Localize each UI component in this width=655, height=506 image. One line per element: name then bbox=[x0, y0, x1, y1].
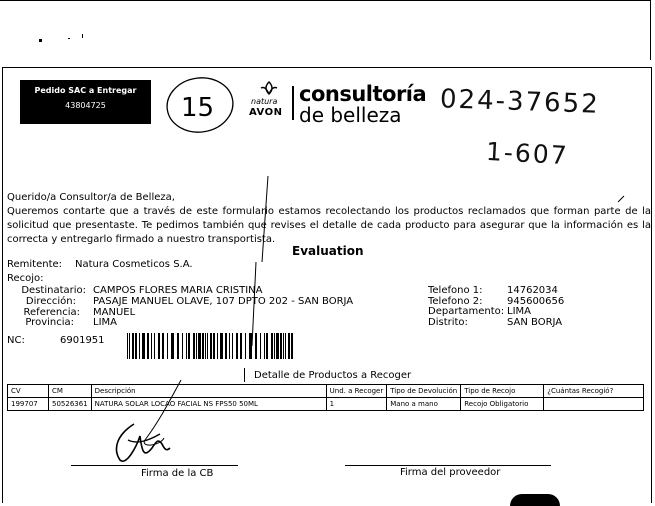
firma-proveedor-line bbox=[345, 465, 551, 466]
table-header: CV bbox=[8, 385, 49, 398]
handwritten-ref: 1-607 bbox=[485, 136, 570, 171]
table-cell: 199707 bbox=[8, 398, 49, 411]
distrito-value: SAN BORJA bbox=[507, 317, 563, 328]
departamento-value: LIMA bbox=[507, 306, 531, 317]
detalle-title: Detalle de Productos a Recoger bbox=[254, 370, 412, 381]
firma-cb-label: Firma de la CB bbox=[141, 468, 214, 479]
nc-value: 6901951 bbox=[60, 335, 105, 346]
avon-wordmark: AVON bbox=[249, 107, 283, 118]
intro-greeting: Querido/a Consultor/a de Belleza, bbox=[7, 192, 175, 203]
table-header: CM bbox=[49, 385, 92, 398]
intro-line-3: correcta y entregarlo firmado a nuestro transportista. bbox=[7, 234, 276, 245]
referencia-value: MANUEL bbox=[93, 307, 136, 318]
scan-smudge bbox=[510, 494, 560, 506]
table-header: Und. a Recoger bbox=[326, 385, 387, 398]
logo-consultoria: consultoría bbox=[299, 82, 427, 106]
handwritten-code: 024-37652 bbox=[439, 84, 601, 120]
direccion-label: Dirección: bbox=[25, 296, 76, 307]
intro-line-2: solicitud que presentaste. Te pedimos también que revises el detalle de cada producto para asegurar que la información es la bbox=[7, 220, 651, 231]
table-cell: 1 bbox=[326, 398, 387, 411]
provincia-value: LIMA bbox=[93, 317, 117, 328]
table-header: Tipo de Devolución bbox=[387, 385, 461, 398]
direccion-value: PASAJE MANUEL OLAVE, 107 DPTO 202 - SAN BORJA bbox=[93, 296, 354, 307]
table-header: Descripción bbox=[91, 385, 326, 398]
table-header: Tipo de Recojo bbox=[461, 385, 544, 398]
provincia-label: Provincia: bbox=[25, 317, 74, 328]
table-cell: NATURA SOLAR LOCAO FACIAL NS FPS50 50ML bbox=[91, 398, 326, 411]
table-header: ¿Cuántas Recogió? bbox=[544, 385, 644, 398]
remitente-value: Natura Cosmeticos S.A. bbox=[75, 259, 193, 270]
intro-line-1: Queremos contarte que a través de este formulario estamos recolectando los productos reclamados que forman parte de la bbox=[7, 206, 651, 217]
nc-label: NC: bbox=[7, 335, 25, 346]
logo-de-belleza: de belleza bbox=[299, 103, 402, 127]
table-cell: Mano a mano bbox=[387, 398, 461, 411]
table-cell: Recojo Obligatorio bbox=[461, 398, 544, 411]
telefono1-value: 14762034 bbox=[507, 285, 558, 296]
distrito-label: Distrito: bbox=[428, 317, 468, 328]
natura-wordmark: natura bbox=[251, 97, 278, 106]
pedido-title: Pedido SAC a Entregar bbox=[34, 86, 137, 95]
signature-cb bbox=[100, 418, 180, 468]
firma-cb-line bbox=[71, 465, 238, 466]
departamento-label: Departamento: bbox=[428, 306, 505, 317]
telefono2-label: Telefono 2: bbox=[428, 296, 483, 307]
destinatario-value: CAMPOS FLORES MARIA CRISTINA bbox=[93, 285, 263, 296]
pedido-number: 43804725 bbox=[65, 101, 106, 110]
destinatario-label: Destinatario: bbox=[21, 285, 86, 296]
table-cell: 50526361 bbox=[49, 398, 92, 411]
evaluation-watermark: Evaluation bbox=[292, 244, 364, 258]
referencia-label: Referencia: bbox=[23, 307, 80, 318]
circled-number: 15 bbox=[181, 93, 215, 123]
remitente-label: Remitente: bbox=[7, 259, 63, 270]
telefono2-value: 945600656 bbox=[507, 296, 565, 307]
telefono1-label: Telefono 1: bbox=[428, 285, 483, 296]
recojo-label: Recojo: bbox=[7, 273, 44, 284]
firma-proveedor-label: Firma del proveedor bbox=[400, 467, 501, 478]
